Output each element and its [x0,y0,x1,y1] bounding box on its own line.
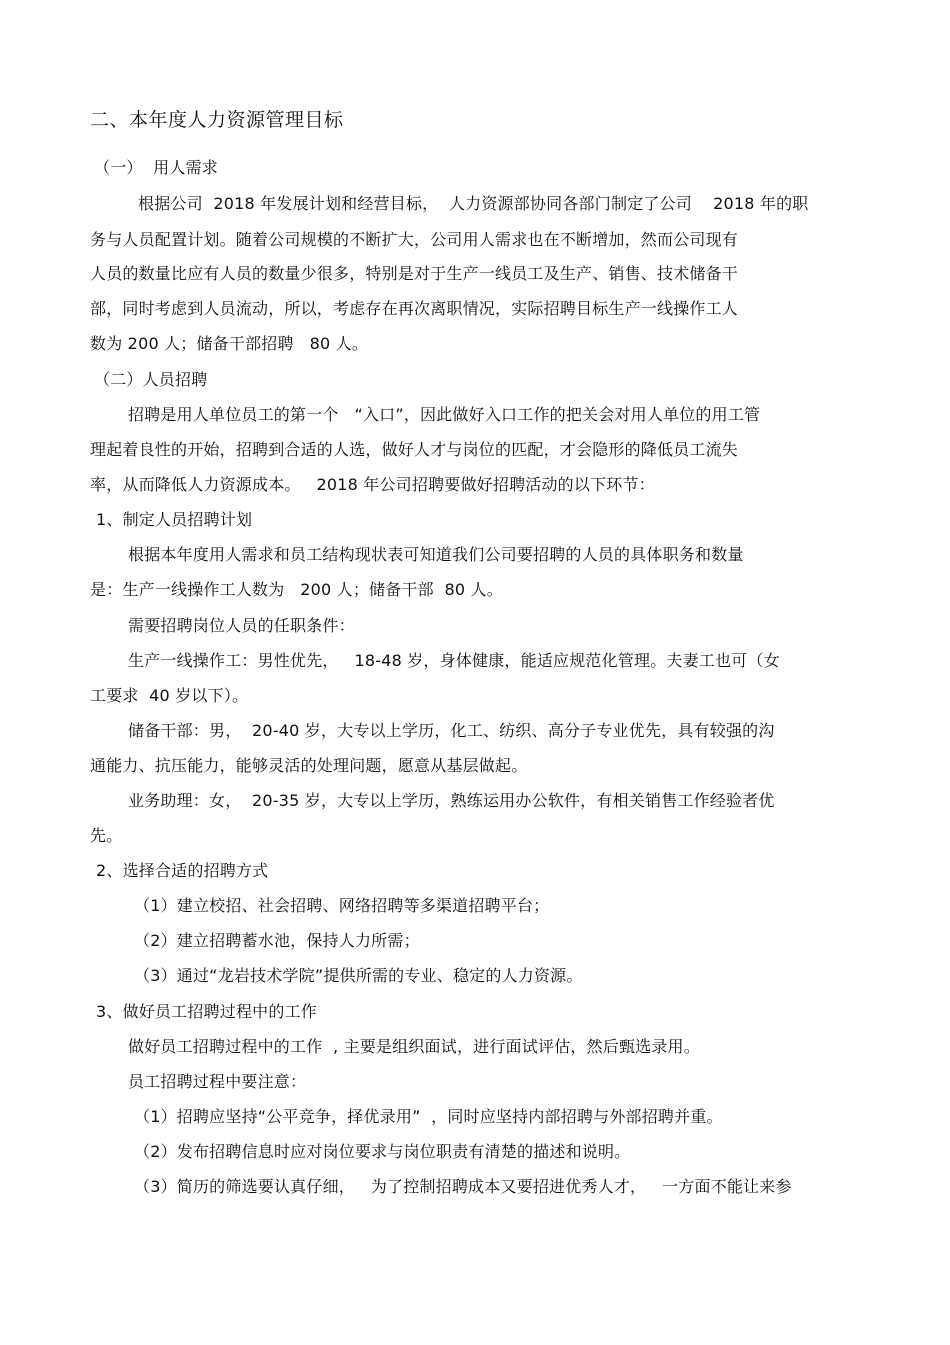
list-item-title-methods: 2、选择合适的招聘方式 [96,861,269,880]
list-item: （1）招聘应坚持“公平竞争，择优录用” ，同时应坚持内部招聘与外部招聘并重。 [134,1107,723,1126]
paragraph-line: 业务助理：女， 20-35 岁，大专以上学历，熟练运用办公软件，有相关销售工作经验者优 [128,791,775,810]
paragraph-line: 理起着良性的开始，招聘到合适的人选，做好人才与岗位的匹配，才会隐形的降低员工流失 [90,440,739,459]
list-item: （2）发布招聘信息时应对岗位要求与岗位职责有清楚的描述和说明。 [134,1142,631,1161]
list-item: （1）建立校招、社会招聘、网络招聘等多渠道招聘平台； [134,896,550,915]
paragraph-line: 根据公司 2018 年发展计划和经营目标， 人力资源部协同各部门制定了公司 2018 年的职 [138,194,809,213]
paragraph-line: 通能力、抗压能力，能够灵活的处理问题，愿意从基层做起。 [90,756,528,775]
subsection-title-recruitment: （二）人员招聘 [94,370,208,389]
paragraph-line: 部，同时考虑到人员流动，所以，考虑存在再次离职情况，实际招聘目标生产一线操作工人 [90,299,739,318]
subsection-title-demand: （一） 用人需求 [94,158,218,177]
paragraph-line: 招聘是用人单位员工的第一个 “入口”，因此做好入口工作的把关会对用人单位的用工管 [128,405,761,424]
paragraph-line: 生产一线操作工：男性优先， 18-48 岁，身体健康，能适应规范化管理。夫妻工也可（女 [128,651,780,670]
list-item: （3）通过“龙岩技术学院”提供所需的专业、稳定的人力资源。 [134,966,583,985]
paragraph-line: 务与人员配置计划。随着公司规模的不断扩大，公司用人需求也在不断增加，然而公司现有 [90,230,739,249]
paragraph-line: 需要招聘岗位人员的任职条件： [128,616,355,635]
paragraph-line: 根据本年度用人需求和员工结构现状表可知道我们公司要招聘的人员的具体职务和数量 [128,545,744,564]
paragraph-line: 员工招聘过程中要注意： [128,1072,307,1091]
paragraph-line: 是：生产一线操作工人数为 200 人；储备干部 80 人。 [90,580,503,599]
paragraph-line: 工要求 40 岁以下）。 [90,686,249,705]
list-item: （2）建立招聘蓄水池，保持人力所需； [134,931,420,950]
paragraph-line: 做好员工招聘过程中的工作 , 主要是组织面试，进行面试评估，然后甄选录用。 [128,1037,700,1056]
list-item-title-plan: 1、制定人员招聘计划 [96,510,253,529]
paragraph-line: 数为 200 人；储备干部招聘 80 人。 [90,334,369,353]
list-item-title-process: 3、做好员工招聘过程中的工作 [96,1002,317,1021]
paragraph-line: 人员的数量比应有人员的数量少很多，特别是对于生产一线员工及生产、销售、技术储备干 [90,264,739,283]
section-heading: 二、本年度人力资源管理目标 [90,109,344,131]
paragraph-line: 率，从而降低人力资源成本。 2018 年公司招聘要做好招聘活动的以下环节： [90,475,655,494]
paragraph-line: 先。 [90,826,123,845]
list-item: （3）简历的筛选要认真仔细， 为了控制招聘成本又要招进优秀人才， 一方面不能让来参 [134,1177,792,1196]
paragraph-line: 储备干部：男， 20-40 岁，大专以上学历，化工、纺织、高分子专业优先，具有较强的沟 [128,721,775,740]
